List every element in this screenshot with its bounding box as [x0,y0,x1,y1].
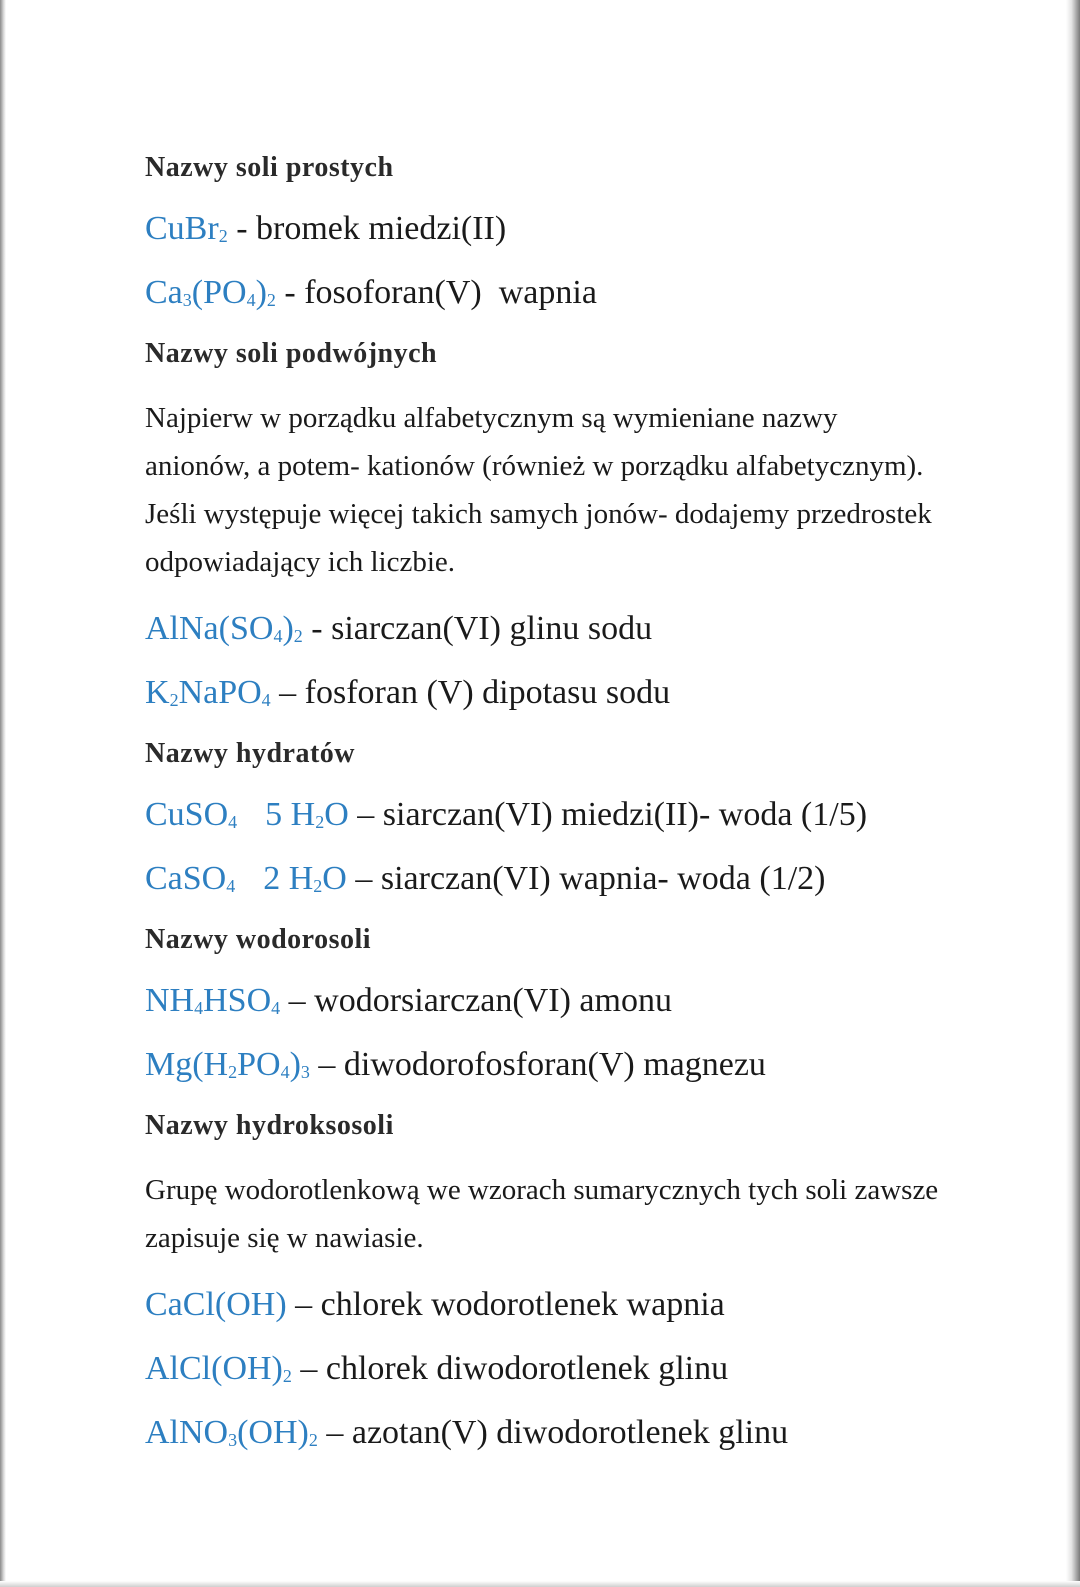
formula-text: O [322,860,347,897]
formula-text: CaSO [145,860,227,897]
formula-text: Mg(H [145,1046,229,1083]
compound-name: siarczan(VI) wapnia- woda (1/2) [380,860,826,897]
section-heading: Nazwy hydratów [145,738,355,769]
formula-subscript: 2 [266,290,276,310]
dash-separator: - [275,274,305,311]
formula-text: 2 H [263,860,314,897]
compound-name: diwodorofosforan(V) magnezu [343,1046,766,1083]
page-edge-bottom [0,1581,1080,1587]
compound-name: fosoforan(V) wapnia [304,274,597,311]
formula-subscript: 2 [308,1430,318,1450]
compound-name: wodorsiarczan(VI) amonu [314,982,672,1019]
formula-text: NaPO [178,674,262,711]
section [145,336,945,714]
chemical-formula [145,982,280,1019]
formula-subscript: 2 [313,876,323,896]
chemical-formula [145,1414,318,1451]
formula-text: K [145,674,170,711]
formula-row [145,1044,945,1086]
formula-subscript: 2 [293,626,303,646]
formula-text: AlNa(SO [145,610,274,647]
formula-subscript: 3 [228,1430,238,1450]
formula-text: NH [145,982,195,1019]
formula-text: Ca [145,274,183,311]
formula-row [145,272,945,314]
formula-text: CaCl(OH) [145,1286,287,1323]
compound-name: fosforan (V) dipotasu sodu [304,674,671,711]
chemical-formula [145,1286,287,1323]
section-paragraph: Grupę wodorotlenkową we wzorach sumarycznych tych soli zawsze zapisuje się w nawiasie. [145,1174,939,1254]
formula-text: (OH) [237,1414,309,1451]
formula-subscript: 4 [271,998,281,1018]
formula-subscript: 4 [261,690,271,710]
formula-text: AlCl(OH) [145,1350,283,1387]
formula-text: AlNO [145,1414,229,1451]
compound-name: siarczan(VI) glinu sodu [331,610,653,647]
formula-text: ) [282,610,294,647]
chemical-formula [145,674,271,711]
dash-separator: – [346,860,381,897]
document-content [145,150,945,1476]
dash-separator: – [348,796,383,833]
chemical-formula [145,796,349,833]
formula-text: CuSO [145,796,229,833]
section [145,1108,945,1454]
compound-name: siarczan(VI) miedzi(II)- woda (1/5) [382,796,868,833]
formula-subscript: 4 [273,626,283,646]
formula-subscript: 2 [282,1366,292,1386]
section [145,922,945,1086]
formula-text: PO [237,1046,281,1083]
chemical-formula [145,1350,292,1387]
formula-row [145,1412,945,1454]
dash-separator: – [317,1414,352,1451]
chemical-formula [145,860,347,897]
formula-subscript: 3 [300,1062,310,1082]
section-heading: Nazwy soli podwójnych [145,338,438,369]
page-edge-right [1066,0,1080,1587]
formula-subscript: 4 [194,998,204,1018]
dash-separator: – [280,982,315,1019]
formula-text: (PO [191,274,247,311]
formula-subscript: 4 [228,812,238,832]
formula-subscript: 4 [246,290,256,310]
page-edge-left [0,0,6,1587]
formula-subscript: 2 [228,1062,238,1082]
formula-row [145,1348,945,1390]
dash-separator: - [227,210,257,247]
compound-name: chlorek diwodorotlenek glinu [325,1350,729,1387]
dash-separator: - [302,610,332,647]
formula-row [145,672,945,714]
chemical-formula [145,610,303,647]
section-heading: Nazwy hydroksosoli [145,1110,394,1141]
formula-subscript: 4 [280,1062,290,1082]
formula-text: O [324,796,349,833]
chemical-formula [145,274,276,311]
dash-separator: – [286,1286,321,1323]
section-heading: Nazwy soli prostych [145,152,394,183]
compound-name: azotan(V) diwodorotlenek glinu [351,1414,789,1451]
section [145,150,945,314]
dash-separator: – [270,674,305,711]
formula-subscript: 4 [226,876,236,896]
section [145,736,945,900]
formula-subscript: 3 [182,290,192,310]
formula-text: HSO [203,982,272,1019]
chemical-formula [145,210,228,247]
formula-subscript: 2 [218,226,228,246]
formula-row [145,1284,945,1326]
formula-text: ) [255,274,267,311]
formula-text: ) [289,1046,301,1083]
section-paragraph: Najpierw w porządku alfabetycznym są wymieniane nazwy anionów, a potem- kationów (również w porządku alfabetycznym). Jeśli występuje więcej takich samych jonów- dodajemy przedrostek odpowiadający ich liczbie. [145,402,932,578]
section-heading: Nazwy wodorosoli [145,924,372,955]
dash-separator: – [291,1350,326,1387]
dash-separator: – [309,1046,344,1083]
compound-name: chlorek wodorotlenek wapnia [320,1286,725,1323]
chemical-formula [145,1046,310,1083]
compound-name: bromek miedzi(II) [256,210,507,247]
formula-subscript: 2 [169,690,179,710]
formula-row [145,858,945,900]
formula-row [145,794,945,836]
formula-text: CuBr [145,210,219,247]
formula-row [145,980,945,1022]
formula-row [145,608,945,650]
formula-subscript: 2 [315,812,325,832]
formula-text: 5 H [265,796,316,833]
formula-row [145,208,945,250]
